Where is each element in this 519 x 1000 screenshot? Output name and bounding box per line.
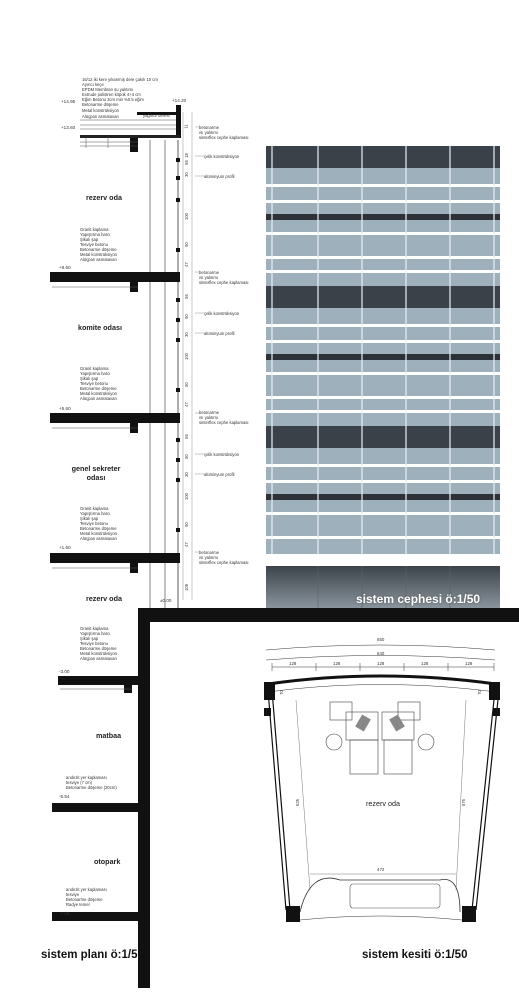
note-line: ısı yalıtımı <box>199 130 219 135</box>
note-line: Granit kaplama <box>80 227 109 232</box>
plan-dim: 625 <box>295 799 300 806</box>
dim-label: 47 <box>183 542 189 547</box>
plan-caption: sistem planı ö:1/50 <box>41 949 144 961</box>
note-line: Extrude polistren köpük 4+4 cm <box>82 92 141 97</box>
note-line: Betonarme döşeme <box>66 897 103 902</box>
note-line: Tesviye betonu <box>80 521 108 526</box>
note-line: Yapıştırma harcı <box>80 371 111 376</box>
level-ground: ±0.00 <box>160 598 172 603</box>
note-line: betonarme <box>199 270 220 275</box>
note-line: 16/12 iki kere yıkanmış dere çakılı 10 cm <box>82 77 158 82</box>
note-line: Betonarme döşeme <box>80 646 117 651</box>
note-line: Metal konstrüksiyon <box>80 391 118 396</box>
level-l1: +1.60 <box>59 545 71 550</box>
level-l2: +5.60 <box>59 406 71 411</box>
note-line: Tesviye betonu <box>80 242 108 247</box>
note-line: çelik konstrüksiyon <box>204 154 240 159</box>
room-label: rezerv oda <box>86 193 122 202</box>
facade-caption: sistem cephesi ö:1/50 <box>356 592 481 606</box>
level-l3: +9.60 <box>59 265 71 270</box>
plan-dim: 472 <box>377 867 385 872</box>
note-line: sinterflex cephe kaplaması <box>199 420 249 425</box>
plan-dim: 128 <box>465 661 473 666</box>
note-line: Ayırıcı keçe <box>82 82 104 87</box>
note-line: Betonarme döşeme (20cm) <box>66 785 117 790</box>
dim-label: 100 <box>184 213 189 220</box>
level-roof-left: +14.95 <box>61 99 76 104</box>
note-line: Betonarme döşeme <box>82 102 119 107</box>
note-line: Alüçpan asmatavan <box>82 114 119 119</box>
room-label: matbaa <box>96 731 122 740</box>
room-label: komite odası <box>78 323 122 332</box>
level-roof-right: +14.20 <box>172 98 187 103</box>
room-label-line: odası <box>86 473 106 482</box>
plan-dim: 650 <box>377 637 385 642</box>
note-line: alüminyum profil <box>204 174 235 179</box>
note-line: Yapıştırma harcı <box>80 511 111 516</box>
note-line: EPDM Membran su yalıtımı <box>82 87 134 92</box>
note-line: ısı yalıtımı <box>199 275 219 280</box>
dim-label: 50 <box>183 522 189 527</box>
level-roof-ceiling: +13.60 <box>61 125 76 130</box>
dim-label: 11 <box>183 124 189 129</box>
note-line: Betonarme döşeme <box>80 247 117 252</box>
note-line: betonarme <box>199 410 220 415</box>
level-b1: -3.00 <box>59 669 70 674</box>
plan-dim: 128 <box>421 661 429 666</box>
note-line: Metal konstrüksiyon <box>80 651 118 656</box>
room-label: rezerv oda <box>86 594 122 603</box>
dim-label: 100 <box>184 493 189 500</box>
rain-gutter-label: yağmur deresi <box>143 113 170 118</box>
note-line: ısı yalıtımı <box>199 555 219 560</box>
dim-label: 56 <box>183 160 189 165</box>
plan-dim: 128 <box>333 661 341 666</box>
note-line: Yapıştırma harcı <box>80 631 111 636</box>
note-line: tesviye (7 cm) <box>66 780 93 785</box>
note-line: çelik konstrüksiyon <box>204 452 240 457</box>
note-line: Eğim Betonu 3cm min %0.5 eğim <box>82 97 144 102</box>
dim-label: 50 <box>183 382 189 387</box>
dim-label: 56 <box>183 294 189 299</box>
dim-label: 50 <box>183 314 189 319</box>
note-line: Metal konstrüksiyon <box>80 252 118 257</box>
dim-label: 109 <box>184 584 189 591</box>
note-line: sinterflex cephe kaplaması <box>199 560 249 565</box>
dim-label: 30 <box>183 172 189 177</box>
plan-dim: 70 <box>278 690 284 695</box>
room-label-line: genel sekreter <box>71 464 121 473</box>
note-line: Şikalı şap <box>80 516 99 521</box>
note-line: Granit kaplama <box>80 626 109 631</box>
dim-label: 30 <box>183 332 189 337</box>
note-line: Şikalı şap <box>80 237 99 242</box>
dim-label: 50 <box>183 454 189 459</box>
note-line: Betonarme döşeme <box>80 526 117 531</box>
note-line: Tesviye betonu <box>80 381 108 386</box>
facade-elevation <box>266 146 500 608</box>
dim-label: 47 <box>183 402 189 407</box>
note-line: Radye temel <box>66 902 90 907</box>
room-label <box>56 464 136 482</box>
note-line: Alüçpan asmatavan <box>80 656 117 661</box>
plan-dim: 128 <box>377 661 385 666</box>
dim-label: 30 <box>183 472 189 477</box>
plan-dim: 70 <box>476 690 482 695</box>
note-line: tesviye <box>66 892 80 897</box>
note-line: andezit yer kaplaması <box>66 887 107 892</box>
dim-label: 18 <box>183 153 189 158</box>
note-line: betonarme <box>199 550 220 555</box>
note-line: sinterflex cephe kaplaması <box>199 280 249 285</box>
level-b3: -7.06 <box>59 911 70 916</box>
note-line: çelik konstrüksiyon <box>204 311 240 316</box>
dim-label: 47 <box>183 262 189 267</box>
plan-dim: 576 <box>461 799 466 806</box>
dim-label: 100 <box>184 353 189 360</box>
plan-room-label: rezerv oda <box>366 799 400 808</box>
note-line: Alüçpan asmatavan <box>80 396 117 401</box>
level-b2: -5.54 <box>59 794 70 799</box>
note-line: alüminyum profil <box>204 472 235 477</box>
note-line: Betonarme döşeme <box>80 386 117 391</box>
section-caption: sistem kesiti ö:1/50 <box>362 949 468 961</box>
note-line: Alüçpan asmatavan <box>80 257 117 262</box>
note-line: Metal konstrüksiyon <box>80 531 118 536</box>
note-line: Granit kaplama <box>80 366 109 371</box>
note-line: Alüçpan asmatavan <box>80 536 117 541</box>
dim-label: 50 <box>183 242 189 247</box>
note-line: Yapıştırma harcı <box>80 232 111 237</box>
room-label: otopark <box>94 857 121 866</box>
plan-drawing <box>264 645 500 922</box>
note-line: ısı yalıtımı <box>199 415 219 420</box>
plan-dim: 640 <box>377 651 385 656</box>
note-line: alüminyum profil <box>204 331 235 336</box>
note-line: Şikalı şap <box>80 376 99 381</box>
plan-dim: 128 <box>289 661 297 666</box>
note-line: Şikalı şap <box>80 636 99 641</box>
note-line: Granit kaplama <box>80 506 109 511</box>
note-line: betonarme <box>199 125 220 130</box>
dim-label: 56 <box>183 434 189 439</box>
note-line: andezit yer kaplaması <box>66 775 107 780</box>
note-line: Metal konstrüksiyon <box>82 108 120 113</box>
note-line: sinterflex cephe kaplaması <box>199 135 249 140</box>
note-line: Tesviye betonu <box>80 641 108 646</box>
